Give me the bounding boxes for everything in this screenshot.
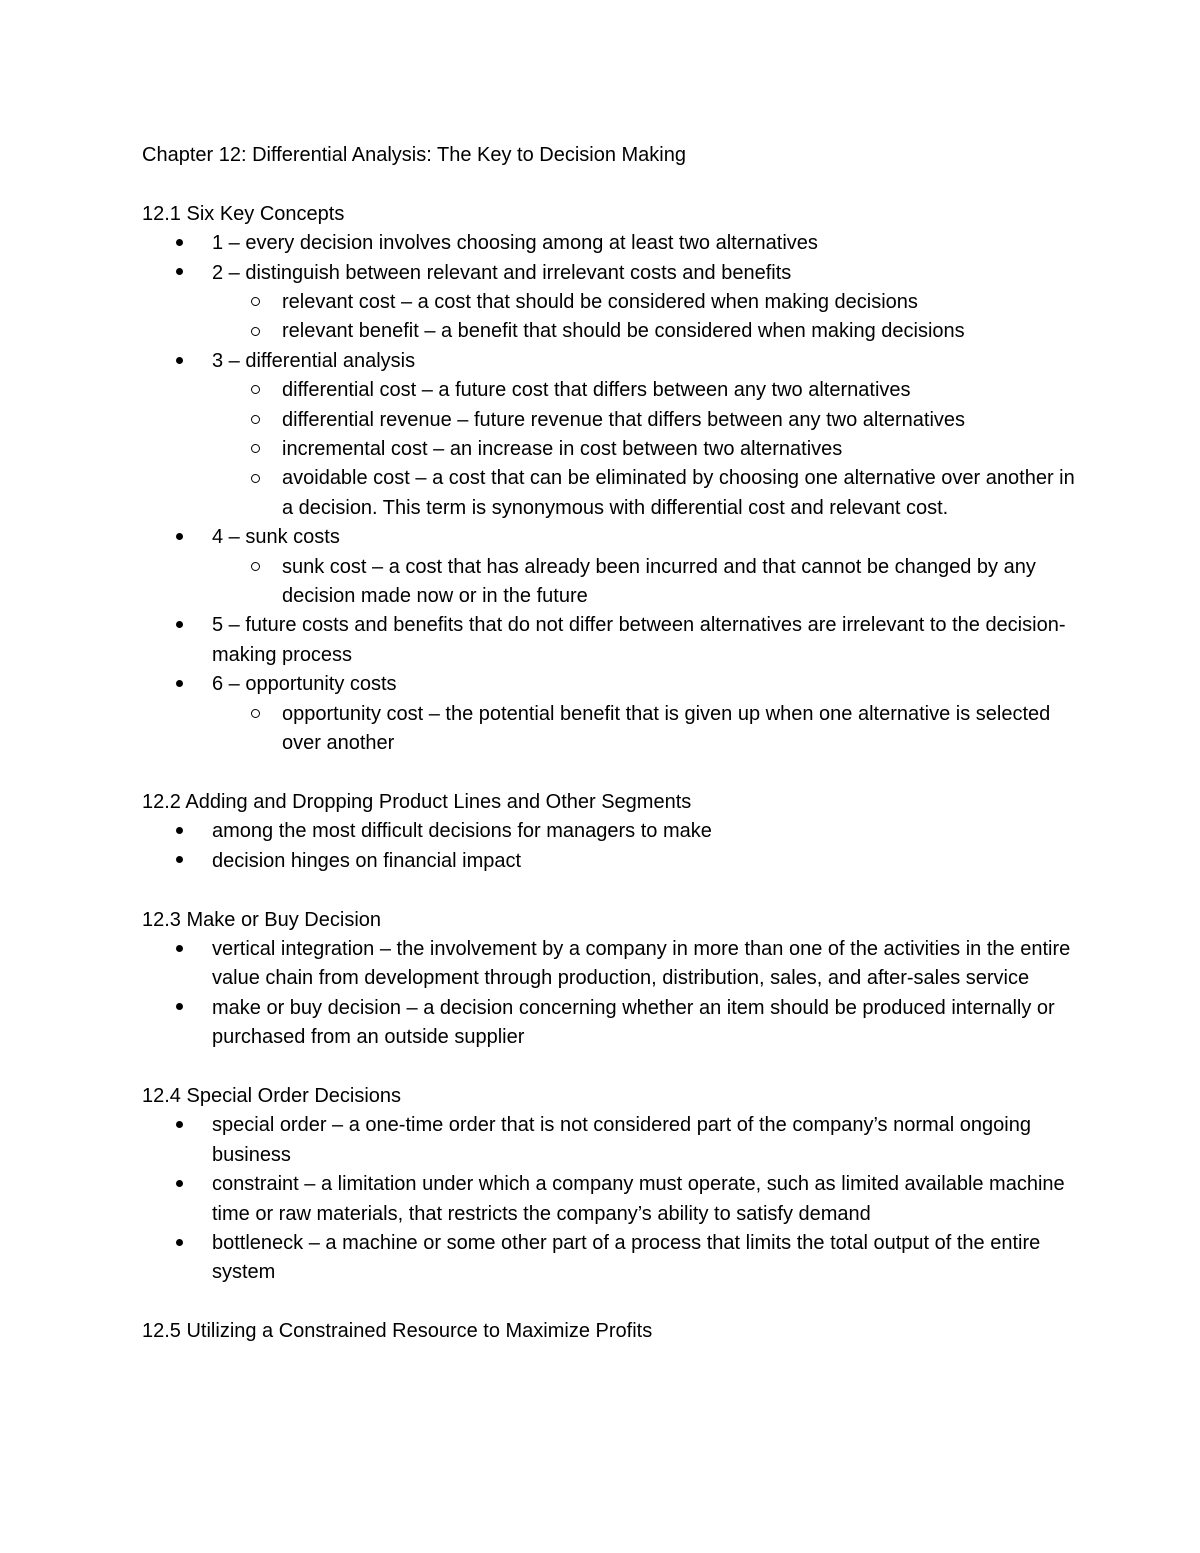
sub-bullet-list [212,700,1082,759]
list-item [142,935,1082,994]
sub-list-item-text: opportunity cost – the potential benefit that is given up when one alternative is selected over another [282,702,1051,755]
document-title: Chapter 12: Differential Analysis: The Key to Decision Making [142,144,686,166]
section-heading: 12.4 Special Order Decisions [142,1084,402,1107]
list-item-text: bottleneck – a machine or some other part of a process that limits the total output of the entire system [212,1231,1041,1284]
bullet-icon [174,229,184,258]
spacer [142,1288,1082,1317]
sub-bullet-list [212,553,1082,612]
bullet-icon [174,523,184,552]
list-item [142,347,1082,523]
sub-list-item-text: incremental cost – an increase in cost between two alternatives [282,438,843,461]
list-item-text: special order – a one-time order that is not considered part of the company’s normal ongoing business [212,1114,1031,1166]
list-item [142,1229,1082,1288]
sub-list-item [212,406,1082,435]
sub-bullet-list [212,288,1082,347]
sub-list-item [212,288,1082,317]
circle-bullet-icon [249,288,261,317]
bullet-icon [174,1229,184,1258]
bullet-icon [174,994,184,1023]
circle-bullet-icon [249,406,261,435]
spacer [142,170,1082,199]
bullet-list [142,817,1082,876]
bullet-list [142,1111,1082,1287]
list-item [142,847,1082,876]
bullet-icon [174,670,184,699]
bullet-icon [174,847,184,876]
bullet-list [142,229,1082,758]
sub-list-item [212,464,1082,523]
bullet-icon [174,1111,184,1140]
list-item-text: among the most difficult decisions for managers to make [212,820,712,843]
bullet-icon [174,817,184,846]
list-item [142,229,1082,258]
section-heading: 12.2 Adding and Dropping Product Lines and Other Segments [142,790,692,813]
sub-bullet-list [212,376,1082,523]
circle-bullet-icon [249,700,261,729]
list-item-text: decision hinges on financial impact [212,849,522,872]
circle-bullet-icon [249,435,261,464]
list-item-text: 2 – distinguish between relevant and irrelevant costs and benefits [212,261,792,284]
spacer [142,1053,1082,1082]
list-item-text: make or buy decision – a decision concerning whether an item should be produced internally or purchased from an outside supplier [212,996,1055,1049]
spacer [142,876,1082,905]
sub-list-item-text: differential revenue – future revenue that differs between any two alternatives [282,408,966,431]
sub-list-item-text: differential cost – a future cost that differs between any two alternatives [282,379,911,402]
bullet-icon [174,259,184,288]
sub-list-item [212,553,1082,612]
bullet-list [142,935,1082,1053]
sub-list-item-text: sunk cost – a cost that has already been incurred and that cannot be changed by any decision made now or in the future [282,555,1036,608]
circle-bullet-icon [249,464,261,493]
list-item-text: 5 – future costs and benefits that do not differ between alternatives are irrelevant to the decision-making process [212,614,1066,666]
sub-list-item-text: relevant benefit – a benefit that should be considered when making decisions [282,320,965,343]
list-item [142,523,1082,611]
circle-bullet-icon [249,317,261,346]
list-item [142,670,1082,758]
bullet-icon [174,935,184,964]
list-item-text: constraint – a limitation under which a company must operate, such as limited available machine time or raw materials, that restricts the company’s ability to satisfy demand [212,1173,1065,1225]
list-item-text: 6 – opportunity costs [212,673,397,696]
list-item-text: 1 – every decision involves choosing among at least two alternatives [212,232,818,255]
list-item-text: 4 – sunk costs [212,526,340,549]
list-item-text: vertical integration – the involvement by a company in more than one of the activities in the entire value chain from development through production, distribution, sales, and after-sales service [212,937,1071,990]
list-item-text: 3 – differential analysis [212,349,416,372]
sub-list-item-text: avoidable cost – a cost that can be eliminated by choosing one alternative over another in a decision. This term is synonymous with differential cost and relevant cost. [282,467,1075,519]
sub-list-item [212,700,1082,759]
bullet-icon [174,611,184,640]
list-item [142,611,1082,670]
document-page [142,141,1082,1347]
list-item [142,259,1082,347]
spacer [142,759,1082,788]
section-heading: 12.5 Utilizing a Constrained Resource to Maximize Profits [142,1320,653,1343]
sub-list-item [212,435,1082,464]
section-heading: 12.1 Six Key Concepts [142,202,345,225]
bullet-icon [174,347,184,376]
sub-list-item [212,376,1082,405]
list-item [142,1111,1082,1170]
list-item [142,1170,1082,1229]
bullet-icon [174,1170,184,1199]
list-item [142,994,1082,1053]
circle-bullet-icon [249,553,261,582]
list-item [142,817,1082,846]
circle-bullet-icon [249,376,261,405]
sub-list-item [212,317,1082,346]
sub-list-item-text: relevant cost – a cost that should be considered when making decisions [282,291,918,314]
section-heading: 12.3 Make or Buy Decision [142,908,382,931]
